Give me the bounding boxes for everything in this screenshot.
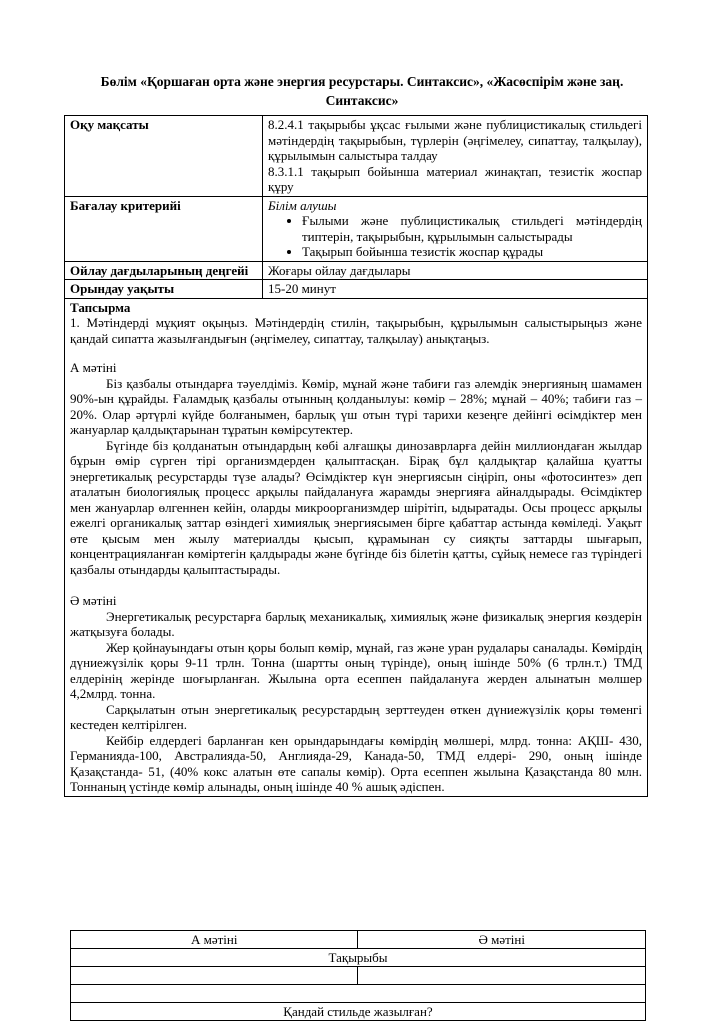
time-value: 15-20 минут	[263, 280, 648, 299]
comparison-row	[71, 1003, 646, 1021]
text-b-paragraph: Энергетикалық ресурстарға барлық механикалық, химиялық және физикалық энергия көздерін жатқызуға болады.	[70, 608, 642, 639]
text-b-title: Ә мәтіні	[70, 593, 117, 608]
comparison-row	[71, 985, 646, 1003]
task-instruction: 1. Мәтіндерді мұқият оқыңыз. Мәтіндердің стилін, тақырыбын, құрылымын салыстырыңыз және қандай сипатта жазылғандығын (әңгімелеу, сипаттау, талқылау) анықтаңыз.	[70, 315, 642, 346]
task-row	[65, 298, 648, 796]
text-a-paragraph: Бүгінде біз қолданатын отындардың көбі алғашқы динозаврларға дейін миллиондаған жылдар бұрын өмір сүрген тірі организмдерден қалыптасқан. Бірақ бұл қалдықтар қалайша қуатты энергетикалық ресурстарды түзе алады? Өсімдіктер күн энергиясын сіңіріп, оны «фотосинтез» деп аталатын биологиялық процесс арқылы пайдалануға жарамды энергияға айналдырады. Өсімдіктер мен жануарлар өлгеннен кейін, оларды микроорганизмдер шірітіп, ыдыратады. Осы процесс арқылы ежелгі органикалық заттар өзіндегі химиялық энергиясымен бірге қабаттар астында көміледі. Уақыт өте қысым мен жылу материалды қысып, құрамынан су сияқты заттарды шығарып, концентрацияланған көміртегін қалдырады және бүгінде біз білетін қатты, сұйық немесе газ түріндегі қазбалы отындарды қалыптастырады.	[70, 437, 642, 577]
text-a-title: А мәтіні	[70, 360, 117, 375]
page-title: Бөлім «Қоршаған орта және энергия ресурстары. Синтаксис», «Жасөспірім және заң. Синтаксис»	[100, 74, 624, 108]
thinking-label: Ойлау дағдыларының деңгейі	[65, 261, 263, 280]
lesson-info-table	[64, 115, 648, 797]
column-a-header: А мәтіні	[71, 931, 358, 949]
criteria-list	[268, 213, 642, 260]
objectives-label: Оқу мақсаты	[65, 116, 263, 197]
time-label: Орындау уақыты	[65, 280, 263, 299]
column-b-header: Ә мәтіні	[358, 931, 646, 949]
comparison-table	[70, 930, 646, 1021]
text-a-paragraph: Біз қазбалы отындарға тәуелдіміз. Көмір, мұнай және табиғи газ әлемдік энергияның шамамен 90%-ын құрайды. Ғаламдық қазбалы отынның қолданылуы: көмір – 28%; мұнай – 40%; табиғи газ – 20%. Олар әртүрлі күйде болғанымен, барлық үш отын түрі тарихи кезеңге дейінгі өсімдіктер мен жануарлар қалдықтарынан тұратын көмірсутектер.	[70, 375, 642, 437]
objective-item: 8.2.4.1 тақырыбы ұқсас ғылыми және публицистикалық стильдегі мәтіндердің тақырыбын, түрлерін (әңгімелеу, сипаттау, талқылау), құрылымын салыстыра талдау	[268, 117, 642, 163]
objectives-value	[263, 116, 648, 197]
empty-cell	[358, 967, 646, 985]
criteria-label: Бағалау критерийі	[65, 196, 263, 261]
comparison-header-row	[71, 931, 646, 949]
time-row	[65, 280, 648, 299]
thinking-row	[65, 261, 648, 280]
criteria-row	[65, 196, 648, 261]
comparison-row	[71, 949, 646, 967]
style-row-label: Қандай стильде жазылған?	[71, 1003, 646, 1021]
topic-row-label: Тақырыбы	[71, 949, 646, 967]
text-b-paragraph: Сарқылатын отын энергетикалық ресурстардың зерттеуден өткен дүниежүзілік қоры төменгі кестеден келтірілген.	[70, 701, 642, 732]
objective-item: 8.3.1.1 тақырып бойынша материал жинақтап, тезистік жоспар құру	[268, 163, 642, 194]
task-heading: Тапсырма	[70, 299, 131, 315]
comparison-row	[71, 967, 646, 985]
task-cell	[65, 298, 648, 796]
objectives-row	[65, 116, 648, 197]
thinking-value: Жоғары ойлау дағдылары	[263, 261, 648, 280]
criteria-item: • Ғылыми және публицистикалық стильдегі мәтіндердің типтерін, тақырыбын, құрылымын салыстырады	[302, 213, 642, 244]
text-b-paragraph: Кейбір елдердегі барланған кен орындарындағы көмірдің мөлшері, млрд. тонна: АҚШ- 430, Германияда-100, Австралияда-50, Англияда-29, Канада-50, ТМД елдері- 290, оның ішінде Қазақстанда- 51, (40% кокс алатын өте сапалы көмір). Орта есеппен жылына Қазақстанда 80 млн. Тоннаның үстінде көмір алынады, оның ішінде 40 % ашық әдіспен.	[70, 732, 642, 794]
text-b-paragraph: Жер қойнауындағы отын қоры болып көмір, мұнай, газ және уран рудалары саналады. Көмірдің дүниежүзілік қоры 9-11 трлн. Тонна (шартты оның түрінде), оның ішінде 50% (6 трлн.т.) ТМД елдерінің жерінде шоғырланған. Жылына орта есеппен пайдалануға жерден алынатын мөлшер 4,2млрд. тонна.	[70, 639, 642, 701]
empty-cell	[71, 967, 358, 985]
criteria-intro: Білім алушы	[268, 197, 337, 213]
criteria-value	[263, 196, 648, 261]
empty-cell	[71, 985, 646, 1003]
criteria-item: • Тақырып бойынша тезистік жоспар құрады	[302, 244, 642, 260]
